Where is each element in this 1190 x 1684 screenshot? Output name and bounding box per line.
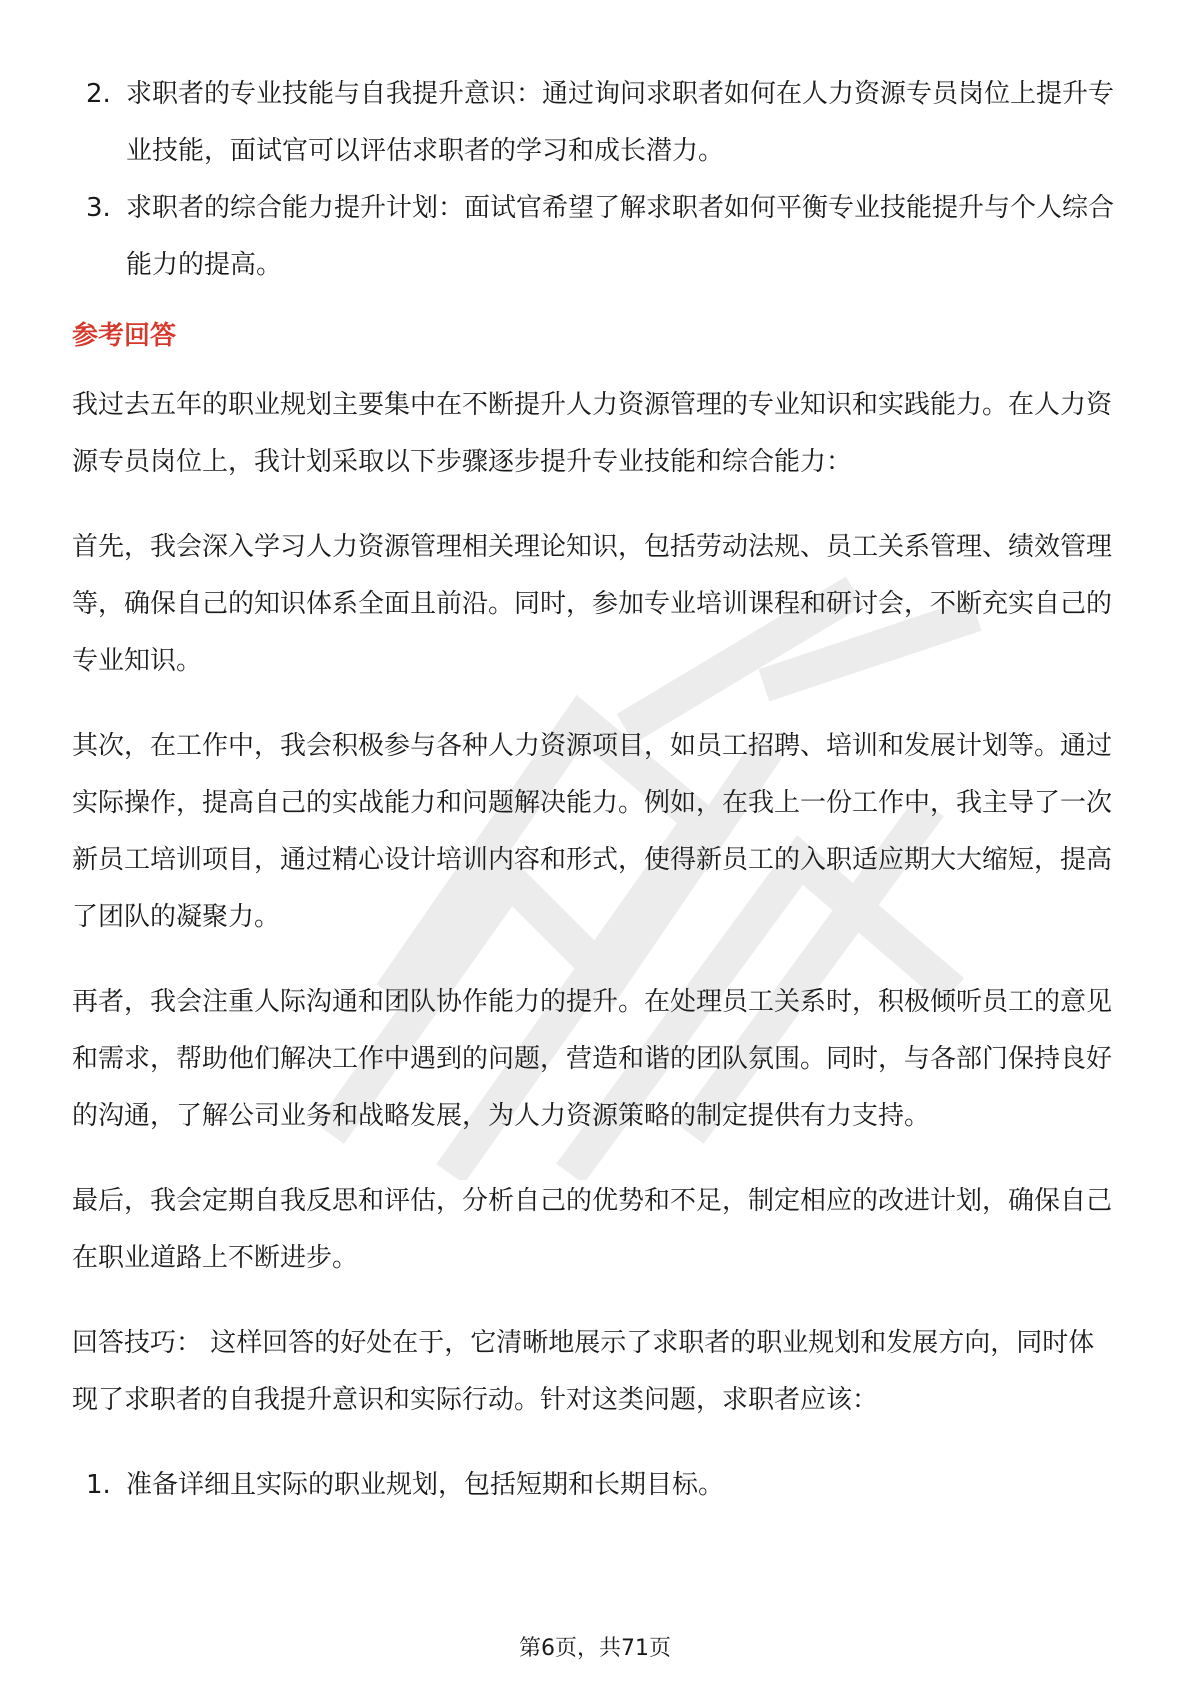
list-item xyxy=(72,180,1120,294)
list-item-text: 求职者的专业技能与自我提升意识：通过询问求职者如何在人力资源专员岗位上提升专业技能，面试官可以评估求职者的学习和成长潜力。 xyxy=(126,79,1115,166)
list-item xyxy=(72,66,1120,180)
answer-paragraph: 首先，我会深入学习人力资源管理相关理论知识，包括劳动法规、员工关系管理、绩效管理等，确保自己的知识体系全面且前沿。同时，参加专业培训课程和研讨会，不断充实自己的专业知识。 xyxy=(72,532,1113,676)
answer-paragraph: 我过去五年的职业规划主要集中在不断提升人力资源管理的专业知识和实践能力。在人力资源专员岗位上，我计划采取以下步骤逐步提升专业技能和综合能力： xyxy=(72,390,1113,477)
question-points-list xyxy=(72,66,1120,294)
list-number: 3. xyxy=(86,193,111,223)
section-title: 参考回答 xyxy=(72,321,177,351)
list-item-text: 求职者的综合能力提升计划：面试官希望了解求职者如何平衡专业技能提升与个人综合能力的提高。 xyxy=(126,193,1115,280)
tips-list xyxy=(72,1457,1120,1514)
tips-paragraph xyxy=(72,1315,1120,1429)
main-content xyxy=(72,66,1120,1514)
tips-text: 这样回答的好处在于，它清晰地展示了求职者的职业规划和发展方向，同时体现了求职者的自我提升意识和实际行动。针对这类问题，求职者应该： xyxy=(72,1328,1095,1415)
answer-paragraph: 再者，我会注重人际沟通和团队协作能力的提升。在处理员工关系时，积极倾听员工的意见和需求，帮助他们解决工作中遇到的问题，营造和谐的团队氛围。同时，与各部门保持良好的沟通，了解公司业务和战略发展，为人力资源策略的制定提供有力支持。 xyxy=(72,987,1113,1131)
list-number: 2. xyxy=(86,79,111,109)
list-item xyxy=(72,1457,1120,1514)
page-number-footer: 第6页，共71页 xyxy=(519,1636,671,1661)
answer-paragraph: 最后，我会定期自我反思和评估，分析自己的优势和不足，制定相应的改进计划，确保自己在职业道路上不断进步。 xyxy=(72,1186,1113,1273)
tips-label: 回答技巧： xyxy=(72,1328,203,1358)
list-item-text: 准备详细且实际的职业规划，包括短期和长期目标。 xyxy=(126,1470,725,1500)
list-number: 1. xyxy=(86,1470,111,1500)
answer-paragraph: 其次，在工作中，我会积极参与各种人力资源项目，如员工招聘、培训和发展计划等。通过实际操作，提高自己的实战能力和问题解决能力。例如，在我上一份工作中，我主导了一次新员工培训项目，通过精心设计培训内容和形式，使得新员工的入职适应期大大缩短，提高了团队的凝聚力。 xyxy=(72,731,1113,932)
